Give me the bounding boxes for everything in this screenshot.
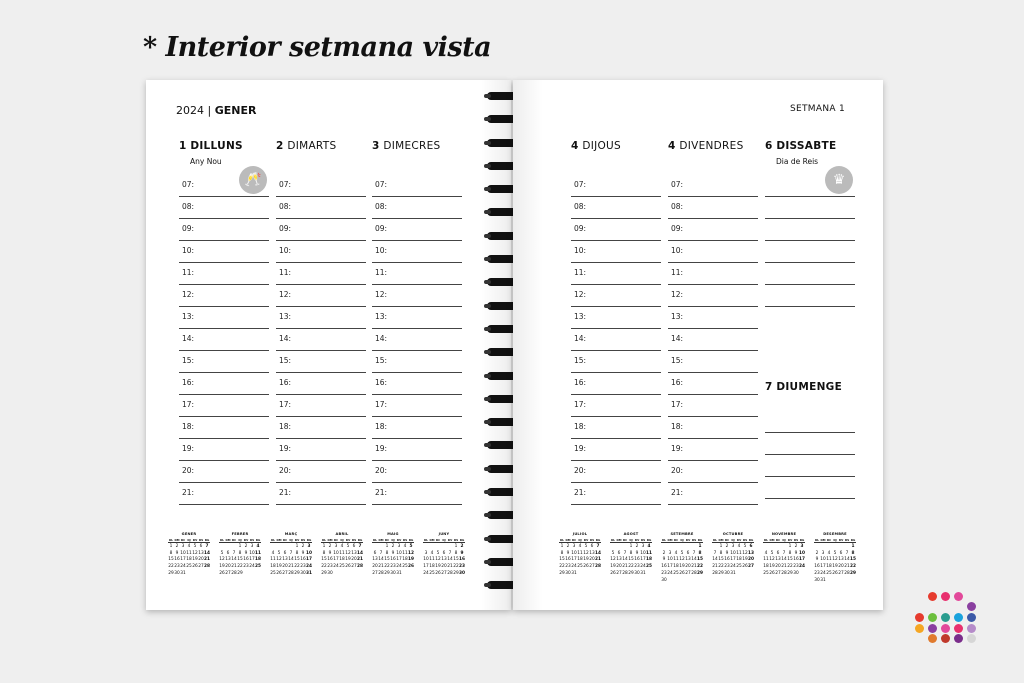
hour-lines — [765, 411, 855, 499]
hour-row[interactable]: 07: — [668, 175, 758, 197]
mini-calendar-title: MAIG — [387, 532, 399, 536]
hour-row[interactable]: 08: — [372, 197, 462, 219]
mini-calendar — [321, 532, 363, 578]
mini-calendar-weekdays: DL DM DC DJ DV DS DG — [423, 538, 465, 542]
mini-calendar — [270, 532, 312, 578]
hour-row[interactable]: 12: — [372, 285, 462, 307]
mini-calendar-title: ABRIL — [335, 532, 349, 536]
hour-row[interactable]: 14: — [571, 329, 661, 351]
mini-calendar-weekdays: DL DM DC DJ DV DS DG — [661, 538, 703, 542]
hour-row[interactable]: 20: — [372, 461, 462, 483]
day-name: DIVENDRES — [679, 140, 744, 152]
day-number: 4 — [571, 140, 579, 152]
mini-calendar-grid: 1 2 3 4 5 6 7 8 9 10 11 12 13 14 15 16 17 18 19 20 21 22 23 24 25 26 27 28 29 30 — [661, 544, 703, 583]
hour-row[interactable]: 16: — [571, 373, 661, 395]
hour-row[interactable]: 16: — [668, 373, 758, 395]
hour-row[interactable]: 16: — [372, 373, 462, 395]
hour-row[interactable]: 07: — [276, 175, 366, 197]
color-dot — [941, 634, 950, 643]
day-number: 2 — [276, 140, 284, 152]
hour-row[interactable]: 15: — [668, 351, 758, 373]
hour-row[interactable]: 21: — [179, 483, 269, 505]
hour-row[interactable]: 14: — [276, 329, 366, 351]
blank-line[interactable] — [765, 455, 855, 477]
month-header — [176, 104, 256, 117]
hour-row[interactable]: 12: — [668, 285, 758, 307]
mini-calendar-title: AGOST — [623, 532, 639, 536]
holiday-note — [679, 157, 758, 167]
day-column — [571, 140, 661, 497]
blank-line[interactable] — [765, 175, 855, 197]
mini-calendar — [559, 532, 601, 578]
day-name: DILLUNS — [190, 140, 243, 152]
blank-line[interactable] — [765, 477, 855, 499]
hour-row[interactable]: 19: — [179, 439, 269, 461]
hour-row[interactable]: 13: — [276, 307, 366, 329]
hour-row[interactable]: 20: — [179, 461, 269, 483]
hour-row[interactable]: 18: — [179, 417, 269, 439]
hour-row[interactable]: 20: — [668, 461, 758, 483]
color-dot — [928, 613, 937, 622]
hour-row[interactable]: 14: — [372, 329, 462, 351]
hour-row[interactable]: 10: — [372, 241, 462, 263]
mini-calendar-weekdays: DL DM DC DJ DV DS DG — [321, 538, 363, 542]
day-title — [571, 140, 661, 154]
day-column — [668, 140, 758, 497]
color-dot — [967, 624, 976, 633]
hour-row[interactable]: 18: — [571, 417, 661, 439]
hour-row[interactable]: 15: — [179, 351, 269, 373]
mini-calendar — [423, 532, 465, 578]
day-title — [372, 140, 462, 154]
hour-row[interactable]: 12: — [276, 285, 366, 307]
hour-row[interactable]: 07: — [372, 175, 462, 197]
hour-row[interactable]: 07: — [179, 175, 269, 197]
hour-lines — [571, 175, 661, 505]
mini-calendar-title: FEBRER — [231, 532, 249, 536]
color-dot — [941, 624, 950, 633]
mini-calendar-weekdays: DL DM DC DJ DV DS DG — [168, 538, 210, 542]
color-dot — [954, 624, 963, 633]
hour-row[interactable]: 17: — [668, 395, 758, 417]
day-column — [765, 381, 855, 408]
mini-calendar-grid: 1 2 3 4 5 6 7 8 9 10 11 12 13 14 15 16 17 18 19 20 21 22 23 24 25 26 27 28 29 — [219, 544, 261, 576]
hour-row[interactable]: 20: — [571, 461, 661, 483]
mini-calendar — [372, 532, 414, 578]
hour-row[interactable]: 19: — [668, 439, 758, 461]
day-title — [668, 140, 758, 154]
hour-row[interactable]: 21: — [276, 483, 366, 505]
mini-calendar-weekdays: DL DM DC DJ DV DS DG — [219, 538, 261, 542]
color-dot — [915, 613, 924, 622]
right-page — [513, 80, 883, 610]
day-column — [179, 140, 269, 497]
holiday-note — [582, 157, 661, 167]
hour-row[interactable]: 09: — [571, 219, 661, 241]
toast-glasses-icon: 🥂 — [239, 166, 267, 194]
day-column — [372, 140, 462, 497]
hour-row[interactable]: 14: — [668, 329, 758, 351]
mini-calendar — [661, 532, 703, 584]
hour-row[interactable]: 14: — [179, 329, 269, 351]
hour-lines — [372, 175, 462, 505]
hour-row[interactable]: 16: — [276, 373, 366, 395]
mini-calendar-weekdays: DL DM DC DJ DV DS DG — [712, 538, 754, 542]
hour-row[interactable]: 18: — [276, 417, 366, 439]
hour-row[interactable]: 10: — [571, 241, 661, 263]
hour-row[interactable]: 08: — [668, 197, 758, 219]
mini-calendar-grid: 1 2 3 4 5 6 7 8 9 10 11 12 13 14 15 16 17 18 19 20 21 22 23 24 25 26 27 28 29 30 — [423, 544, 465, 576]
mini-calendar-title: GENER — [181, 532, 197, 536]
holiday-note — [383, 157, 462, 167]
mini-calendar-weekdays: DL DM DC DJ DV DS DG — [814, 538, 856, 542]
hour-row[interactable]: 11: — [372, 263, 462, 285]
holiday-note — [776, 398, 855, 408]
mini-calendar-grid: 1 2 3 4 5 6 7 8 9 10 11 12 13 14 15 16 17 18 19 20 21 22 23 24 25 26 27 28 29 30 31 — [712, 544, 754, 576]
color-dot — [941, 592, 950, 601]
mini-calendar-weekdays: DL DM DC DJ DV DS DG — [372, 538, 414, 542]
mini-calendar — [168, 532, 210, 578]
day-name: DIMECRES — [383, 140, 441, 152]
holiday-note: Any Nou — [190, 157, 222, 166]
day-column — [276, 140, 366, 497]
left-page — [146, 80, 511, 610]
hour-row[interactable]: 13: — [571, 307, 661, 329]
mini-calendar — [610, 532, 652, 578]
hour-row[interactable]: 20: — [276, 461, 366, 483]
mini-calendar-grid: 1 2 3 4 5 6 7 8 9 10 11 12 13 14 15 16 17 18 19 20 21 22 23 24 25 26 27 28 29 30 31 — [559, 544, 601, 576]
color-dot — [967, 613, 976, 622]
day-number: 3 — [372, 140, 380, 152]
hour-row[interactable]: 11: — [571, 263, 661, 285]
hour-row[interactable]: 09: — [276, 219, 366, 241]
hour-row[interactable]: 13: — [668, 307, 758, 329]
hour-row[interactable]: 15: — [372, 351, 462, 373]
mini-calendar-grid: 1 2 3 4 5 6 7 8 9 10 11 12 13 14 15 16 17 18 19 20 21 22 23 24 25 26 27 28 29 30 31 — [610, 544, 652, 576]
hour-row[interactable]: 11: — [179, 263, 269, 285]
blank-line[interactable] — [765, 197, 855, 219]
day-title — [765, 140, 855, 154]
day-number: 7 — [765, 381, 773, 393]
year: 2024 — [176, 104, 204, 117]
hour-row[interactable]: 07: — [571, 175, 661, 197]
blank-line[interactable] — [765, 411, 855, 433]
color-dot — [928, 592, 937, 601]
color-dot — [954, 634, 963, 643]
mini-calendar-grid: 1 2 3 4 5 6 7 8 9 10 11 12 13 14 15 16 17 18 19 20 21 22 23 24 25 26 27 28 29 30 31 — [168, 544, 210, 576]
hour-row[interactable]: 11: — [276, 263, 366, 285]
hour-row[interactable]: 10: — [668, 241, 758, 263]
hour-row[interactable]: 18: — [372, 417, 462, 439]
mini-calendar-grid: 1 2 3 4 5 6 7 8 9 10 11 12 13 14 15 16 17 18 19 20 21 22 23 24 25 26 27 28 29 30 31 — [814, 544, 856, 583]
separator: | — [207, 104, 212, 117]
color-dot — [967, 602, 976, 611]
blank-line[interactable] — [765, 433, 855, 455]
day-title — [276, 140, 366, 154]
day-column — [765, 140, 855, 188]
hour-row[interactable]: 13: — [179, 307, 269, 329]
hour-row[interactable]: 12: — [179, 285, 269, 307]
day-name: DISSABTE — [776, 140, 837, 152]
hour-row[interactable]: 15: — [571, 351, 661, 373]
hour-lines — [765, 175, 855, 307]
hour-row[interactable]: 08: — [571, 197, 661, 219]
month-name: GENER — [214, 104, 257, 117]
mini-calendar-grid: 1 2 3 4 5 6 7 8 9 10 11 12 13 14 15 16 17 18 19 20 21 22 23 24 25 26 27 28 29 30 — [763, 544, 805, 576]
day-name: DIMARTS — [287, 140, 337, 152]
day-title — [179, 140, 269, 154]
color-dot — [928, 624, 937, 633]
mini-calendar-grid: 1 2 3 4 5 6 7 8 9 10 11 12 13 14 15 16 17 18 19 20 21 22 23 24 25 26 27 28 29 30 — [321, 544, 363, 576]
week-label: SETMANA 1 — [790, 104, 845, 114]
hour-row[interactable]: 15: — [276, 351, 366, 373]
hour-row[interactable]: 08: — [179, 197, 269, 219]
hour-row[interactable]: 08: — [276, 197, 366, 219]
hour-row[interactable]: 09: — [179, 219, 269, 241]
hour-row[interactable]: 11: — [668, 263, 758, 285]
hour-row[interactable]: 09: — [668, 219, 758, 241]
mini-calendar-weekdays: DL DM DC DJ DV DS DG — [610, 538, 652, 542]
hour-lines — [276, 175, 366, 505]
mini-calendar-title: JULIOL — [572, 532, 588, 536]
mini-calendar-grid: 1 2 3 4 5 6 7 8 9 10 11 12 13 14 15 16 17 18 19 20 21 22 23 24 25 26 27 28 29 30 31 — [372, 544, 414, 576]
mini-calendar — [712, 532, 754, 578]
mini-calendar — [814, 532, 856, 584]
hour-row[interactable]: 17: — [276, 395, 366, 417]
hour-row[interactable]: 16: — [179, 373, 269, 395]
hour-row[interactable]: 17: — [571, 395, 661, 417]
day-name: DIJOUS — [582, 140, 622, 152]
blank-line[interactable] — [765, 285, 855, 307]
color-dot — [954, 613, 963, 622]
color-dot — [954, 592, 963, 601]
mini-calendar-title: SETEMBRE — [670, 532, 694, 536]
day-number: 4 — [668, 140, 676, 152]
blank-line[interactable] — [765, 263, 855, 285]
color-dot — [928, 634, 937, 643]
hour-row[interactable]: 17: — [372, 395, 462, 417]
day-number: 6 — [765, 140, 773, 152]
hour-row[interactable]: 09: — [372, 219, 462, 241]
mini-calendar — [763, 532, 805, 578]
hour-row[interactable]: 19: — [571, 439, 661, 461]
hour-row[interactable]: 18: — [668, 417, 758, 439]
blank-line[interactable] — [765, 241, 855, 263]
hour-row[interactable]: 21: — [372, 483, 462, 505]
page-heading: * Interior setmana vista — [143, 32, 492, 63]
holiday-note — [287, 157, 366, 167]
color-dot — [915, 624, 924, 633]
hour-row[interactable]: 10: — [179, 241, 269, 263]
mini-calendar — [219, 532, 261, 578]
hour-row[interactable]: 13: — [372, 307, 462, 329]
mini-calendar-title: DESEMBRE — [823, 532, 847, 536]
hour-lines — [179, 175, 269, 505]
mini-calendar-grid: 1 2 3 4 5 6 7 8 9 10 11 12 13 14 15 16 17 18 19 20 21 22 23 24 25 26 27 28 29 30 31 — [270, 544, 312, 576]
brand-logo — [915, 592, 985, 652]
mini-calendar-weekdays: DL DM DC DJ DV DS DG — [270, 538, 312, 542]
hour-row[interactable]: 10: — [276, 241, 366, 263]
hour-row[interactable]: 17: — [179, 395, 269, 417]
day-title — [765, 381, 855, 395]
crown-icon: ♛ — [825, 166, 853, 194]
holiday-note: Dia de Reis — [776, 157, 819, 166]
hour-lines — [668, 175, 758, 505]
hour-row[interactable]: 19: — [276, 439, 366, 461]
color-dot — [967, 634, 976, 643]
mini-calendar-title: NOVEMBRE — [771, 532, 797, 536]
mini-calendar-weekdays: DL DM DC DJ DV DS DG — [763, 538, 805, 542]
day-number: 1 — [179, 140, 187, 152]
hour-row[interactable]: 12: — [571, 285, 661, 307]
mini-calendar-title: MARÇ — [284, 532, 298, 536]
hour-row[interactable]: 21: — [571, 483, 661, 505]
mini-calendar-weekdays: DL DM DC DJ DV DS DG — [559, 538, 601, 542]
hour-row[interactable]: 21: — [668, 483, 758, 505]
hour-row[interactable]: 19: — [372, 439, 462, 461]
mini-calendar-title: OCTUBRE — [722, 532, 744, 536]
blank-line[interactable] — [765, 219, 855, 241]
color-dot — [941, 613, 950, 622]
mini-calendar-title: JUNY — [438, 532, 450, 536]
day-name: DIUMENGE — [776, 381, 843, 393]
